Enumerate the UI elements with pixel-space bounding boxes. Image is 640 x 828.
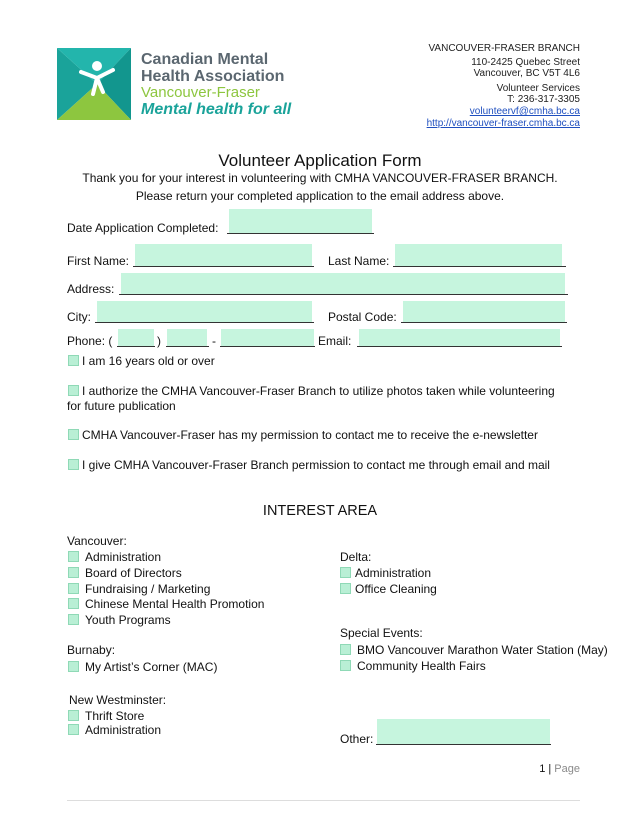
- date-label: Date Application Completed:: [67, 221, 219, 235]
- email-label: Email:: [318, 334, 352, 348]
- burnaby-label: Burnaby:: [67, 643, 116, 657]
- phone-close-paren: ): [157, 334, 161, 348]
- logo-tagline: Mental health for all: [141, 101, 292, 118]
- thrift-store-label: Thrift Store: [85, 709, 145, 723]
- email-underline: [357, 346, 562, 347]
- interest-area-heading: INTEREST AREA: [262, 503, 378, 519]
- contact-consent-text: I give CMHA Vancouver-Fraser Branch permission to contact me through email and mail: [82, 458, 550, 472]
- community-health-fairs-label: Community Health Fairs: [357, 659, 486, 673]
- vancouver-label: Vancouver:: [67, 534, 127, 548]
- phone-label: Phone: (: [67, 334, 113, 348]
- board-of-directors-label: Board of Directors: [85, 566, 182, 580]
- other-label: Other:: [340, 732, 374, 746]
- street-address: 110-2425 Quebec Street: [471, 57, 580, 68]
- address-field[interactable]: [121, 273, 565, 294]
- vancouver-administration-label: Administration: [85, 550, 162, 564]
- logo-name-line2: Health Association: [141, 68, 285, 85]
- newsletter-consent-text: CMHA Vancouver-Fraser has my permission to contact me to receive the e-newsletter: [82, 428, 538, 442]
- branch-name: VANCOUVER-FRASER BRANCH: [428, 43, 580, 54]
- city-field[interactable]: [97, 301, 312, 322]
- new-westminster-administration-label: Administration: [85, 723, 162, 737]
- form-title: Volunteer Application Form: [218, 151, 422, 170]
- phone-line-field[interactable]: [221, 329, 314, 346]
- new-westminster-administration-checkbox[interactable]: [68, 724, 79, 735]
- delta-label: Delta:: [340, 550, 372, 564]
- new-westminster-label: New Westminster:: [69, 693, 167, 707]
- intro-line-1: Thank you for your interest in volunteering with CMHA VANCOUVER-FRASER BRANCH.: [82, 171, 558, 185]
- chinese-mental-health-label: Chinese Mental Health Promotion: [85, 597, 265, 611]
- page-number-footer: [539, 763, 580, 775]
- vancouver-administration-checkbox[interactable]: [68, 551, 79, 562]
- phone-dash: -: [212, 334, 216, 348]
- fundraising-checkbox[interactable]: [68, 583, 79, 594]
- postal-code-field[interactable]: [403, 301, 565, 322]
- photo-consent-checkbox[interactable]: [68, 385, 79, 396]
- city-underline: [95, 322, 314, 323]
- community-health-fairs-checkbox[interactable]: [340, 660, 351, 671]
- contact-consent-checkbox[interactable]: [68, 459, 79, 470]
- phone-area-underline: [117, 346, 155, 347]
- phone-number: T: 236-317-3305: [507, 94, 580, 105]
- other-field[interactable]: [377, 719, 550, 744]
- first-name-label: First Name:: [67, 254, 130, 268]
- department: Volunteer Services: [496, 83, 580, 94]
- phone-area-code-field[interactable]: [118, 329, 154, 346]
- newsletter-checkbox[interactable]: [68, 429, 79, 440]
- last-name-field[interactable]: [395, 244, 562, 266]
- office-cleaning-label: Office Cleaning: [355, 582, 437, 596]
- delta-administration-label: Administration: [355, 566, 432, 580]
- thrift-store-checkbox[interactable]: [68, 710, 79, 721]
- city-address: Vancouver, BC V5T 4L6: [473, 68, 580, 79]
- address-label: Address:: [67, 282, 115, 296]
- first-name-field[interactable]: [135, 244, 312, 266]
- my-artists-corner-label: My Artist’s Corner (MAC): [85, 660, 218, 674]
- delta-administration-checkbox[interactable]: [340, 567, 351, 578]
- logo-branch: Vancouver-Fraser: [141, 84, 260, 101]
- bmo-marathon-label: BMO Vancouver Marathon Water Station (May): [357, 643, 608, 657]
- other-underline: [376, 744, 551, 745]
- photo-consent-text-cont: for future publication: [67, 399, 176, 413]
- cmha-logo-icon: [57, 48, 131, 120]
- my-artists-corner-checkbox[interactable]: [68, 661, 79, 672]
- age-consent-text: I am 16 years old or over: [82, 354, 215, 368]
- address-underline: [119, 294, 568, 295]
- phone-prefix-underline: [166, 346, 209, 347]
- special-events-label: Special Events:: [340, 626, 423, 640]
- email-link[interactable]: volunteervf@cmha.bc.ca: [469, 106, 580, 117]
- photo-consent-text: I authorize the CMHA Vancouver-Fraser Branch to utilize photos taken while volunteering: [82, 384, 555, 398]
- board-of-directors-checkbox[interactable]: [68, 567, 79, 578]
- date-field[interactable]: [229, 209, 372, 233]
- phone-line-underline: [220, 346, 315, 347]
- first-name-underline: [133, 266, 314, 267]
- intro-line-2: Please return your completed application to the email address above.: [135, 189, 505, 203]
- age-checkbox[interactable]: [68, 355, 79, 366]
- phone-prefix-field[interactable]: [167, 329, 207, 346]
- office-cleaning-checkbox[interactable]: [340, 583, 351, 594]
- youth-programs-label: Youth Programs: [85, 613, 171, 627]
- page-number: 1: [539, 763, 546, 775]
- postal-code-underline: [401, 322, 567, 323]
- city-label: City:: [67, 310, 91, 324]
- logo: [57, 48, 131, 120]
- last-name-label: Last Name:: [328, 254, 390, 268]
- email-field[interactable]: [359, 329, 560, 346]
- chinese-mental-health-checkbox[interactable]: [68, 598, 79, 609]
- fundraising-label: Fundraising / Marketing: [85, 582, 211, 596]
- logo-name-line1: Canadian Mental: [141, 51, 269, 68]
- bmo-marathon-checkbox[interactable]: [340, 644, 351, 655]
- page-label: Page: [554, 763, 580, 775]
- youth-programs-checkbox[interactable]: [68, 614, 79, 625]
- last-name-underline: [393, 266, 566, 267]
- website-link[interactable]: http://vancouver-fraser.cmha.bc.ca: [426, 118, 580, 129]
- page-separator: |: [548, 763, 552, 775]
- footer-divider: [67, 800, 580, 801]
- postal-code-label: Postal Code:: [328, 310, 397, 324]
- date-underline: [227, 233, 374, 234]
